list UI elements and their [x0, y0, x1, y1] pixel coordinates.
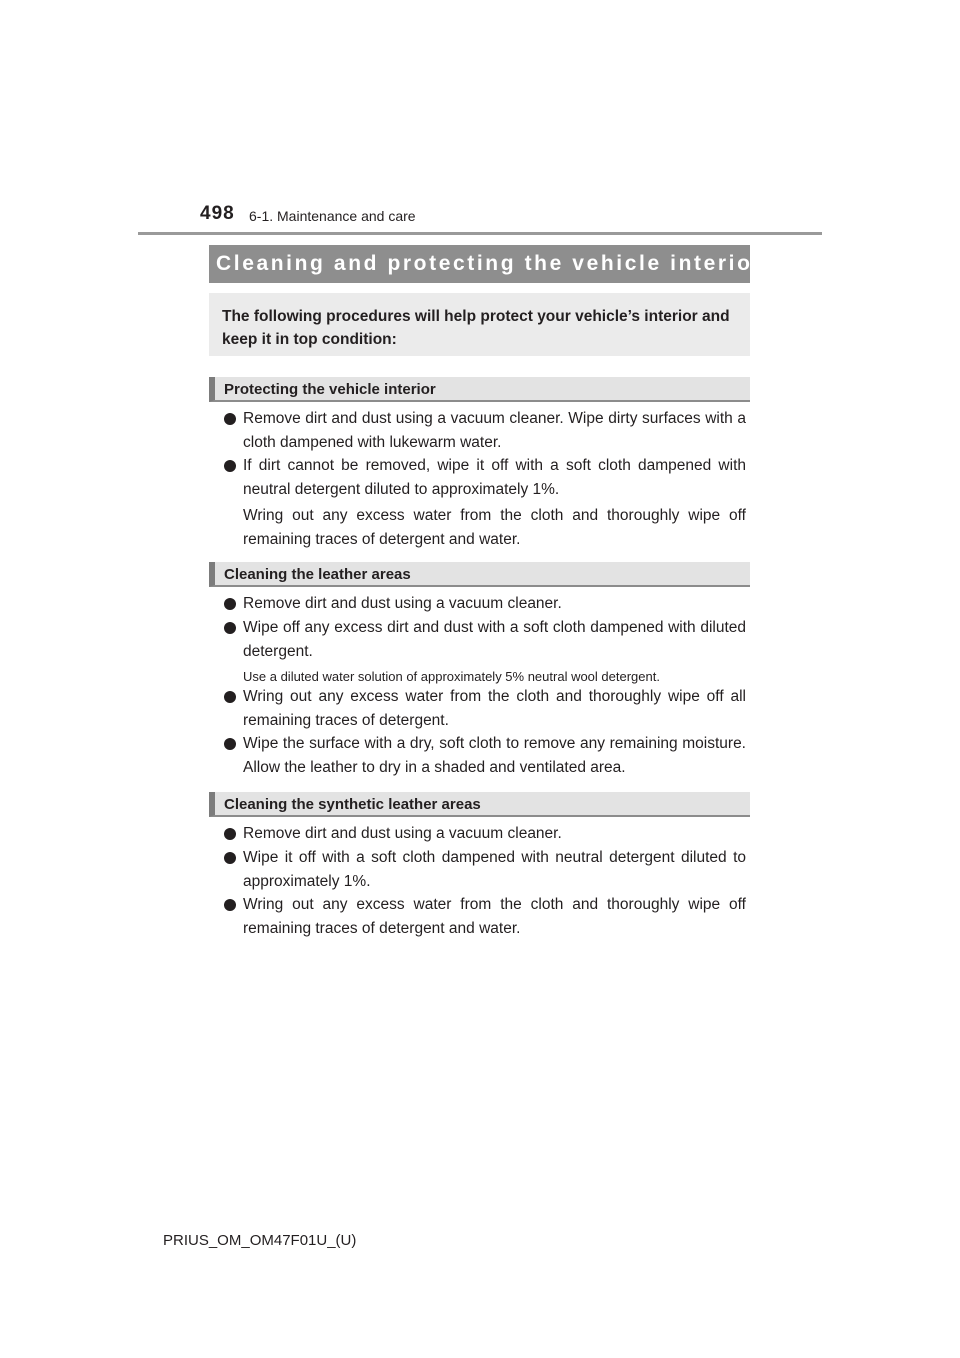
bullet-item [224, 822, 746, 846]
bullet-text: Remove dirt and dust using a vacuum cleaner. Wipe dirty surfaces with a cloth dampened with lukewarm water. [243, 410, 746, 451]
footer-document-code: PRIUS_OM_OM47F01U_(U) [163, 1232, 357, 1249]
bullet-text: Wipe off any excess dirt and dust with a soft cloth dampened with diluted detergent. [243, 619, 746, 660]
bullet-icon [224, 413, 236, 425]
bullet-icon [224, 828, 236, 840]
paragraph: Wring out any excess water from the cloth and thoroughly wipe off remaining traces of detergent and water. [243, 507, 746, 548]
bullet-icon [224, 899, 236, 911]
section-label: 6-1. Maintenance and care [249, 208, 416, 224]
bullet-icon [224, 738, 236, 750]
page-title: Cleaning and protecting the vehicle interior [216, 252, 764, 275]
intro-box: The following procedures will help protect your vehicle’s interior and keep it in top condition: [209, 293, 750, 356]
bullet-item [224, 454, 746, 501]
bullet-text: Wring out any excess water from the cloth and thoroughly wipe off remaining traces of detergent and water. [243, 896, 746, 937]
bullet-text: Wipe the surface with a dry, soft cloth to remove any remaining moisture. Allow the leather to dry in a shaded and ventilated area. [243, 735, 746, 776]
bullet-text: Wipe it off with a soft cloth dampened with neutral detergent diluted to approximately 1%. [243, 849, 746, 890]
section-heading-synthetic-leather: Cleaning the synthetic leather areas [209, 792, 750, 817]
note: Use a diluted water solution of approximately 5% neutral wool detergent. [243, 669, 660, 684]
section-heading-leather: Cleaning the leather areas [209, 562, 750, 587]
bullet-icon [224, 622, 236, 634]
bullet-item [224, 407, 746, 454]
bullet-icon [224, 852, 236, 864]
bullet-item [224, 846, 746, 893]
bullet-item [224, 685, 746, 732]
page-number: 498 [200, 203, 235, 224]
bullet-icon [224, 460, 236, 472]
bullet-text: If dirt cannot be removed, wipe it off with a soft cloth dampened with neutral detergent diluted to approximately 1%. [243, 457, 746, 498]
bullet-item [224, 592, 746, 616]
bullet-text: Remove dirt and dust using a vacuum cleaner. [243, 825, 562, 842]
bullet-icon [224, 598, 236, 610]
section-heading-protecting: Protecting the vehicle interior [209, 377, 750, 402]
bullet-item [224, 732, 746, 779]
page-title-bar [209, 245, 764, 283]
bullet-icon [224, 691, 236, 703]
bullet-item [224, 616, 746, 663]
bullet-text: Remove dirt and dust using a vacuum cleaner. [243, 595, 562, 612]
header-rule [138, 232, 822, 235]
bullet-item [224, 893, 746, 940]
bullet-text: Wring out any excess water from the cloth and thoroughly wipe off all remaining traces of detergent. [243, 688, 746, 729]
